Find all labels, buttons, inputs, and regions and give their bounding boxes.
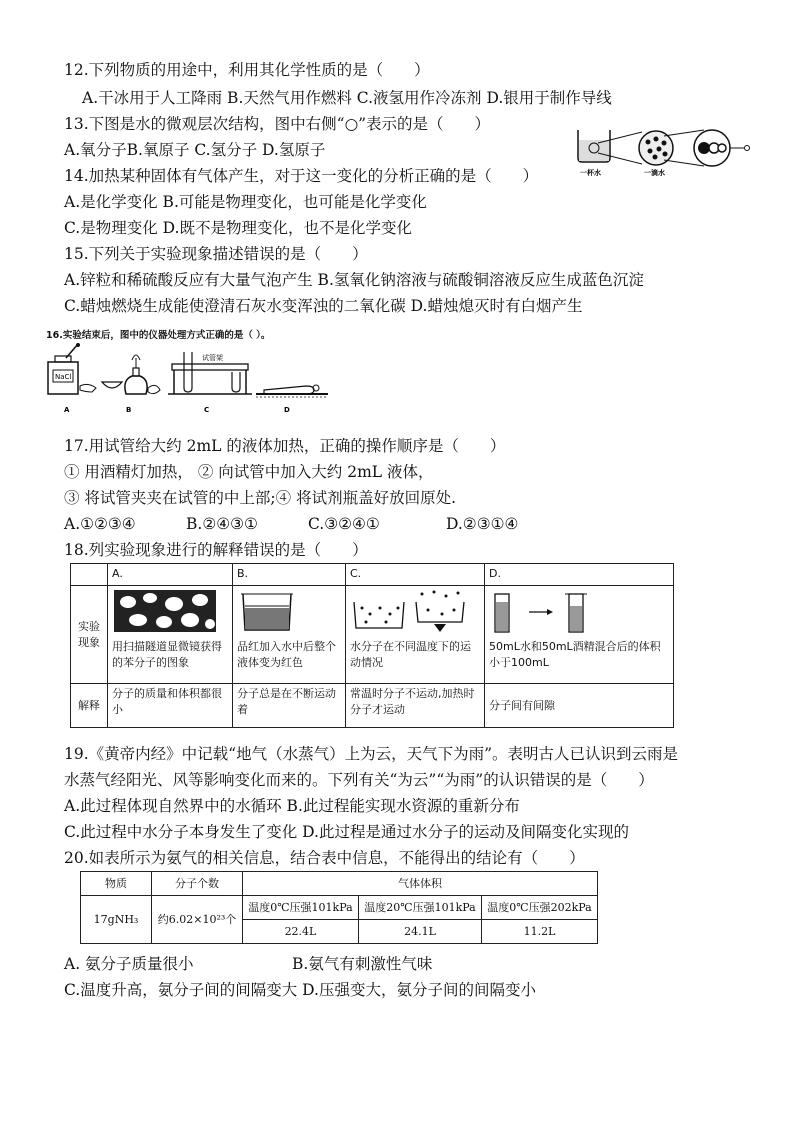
q19-options-1: A.此过程体现自然界中的水循环 B.此过程能实现水资源的重新分布 — [64, 797, 520, 815]
q20-substance: 17gNH₃ — [81, 896, 152, 944]
q18-table — [70, 563, 674, 728]
q20-option-b: B.氨气有刺激性气味 — [292, 955, 433, 973]
q19-options-2: C.此过程中水分子本身发生了变化 D.此过程是通过水分子的运动及间隔变化实现的 — [64, 823, 629, 841]
q18-header-a: A. — [108, 564, 233, 586]
q19-stem-1: 19.《黄帝内经》中记载“地气（水蒸气）上为云，天气下为雨”。表明古人已认识到云雨是 — [64, 745, 679, 763]
q18-row2-a: 分子的质量和体积都很小 — [108, 684, 233, 728]
q18-row2-d: 分子间有间隙 — [485, 684, 674, 728]
label-b: B — [126, 406, 132, 414]
rack-label: 试管架 — [202, 354, 223, 362]
q20-table — [80, 871, 598, 944]
q20-header-count: 分子个数 — [152, 872, 243, 896]
label-a: A — [64, 406, 70, 414]
q14-options-2: C.是物理变化 D.既不是物理变化，也不是化学变化 — [64, 219, 412, 237]
beaker-dye-image — [237, 588, 297, 634]
q15-options-2: C.蜡烛燃烧生成能使澄清石灰水变浑浊的二氧化碳 D.蜡烛熄灭时有白烟产生 — [64, 297, 583, 315]
q18-header-d: D. — [485, 564, 674, 586]
lab-equipment-figure — [44, 342, 334, 416]
q20-volume-1: 22.4L — [243, 920, 359, 944]
benzene-stm-image — [112, 588, 218, 634]
q20-condition-2: 温度20℃压强101kPa — [358, 896, 481, 920]
q18-row1-label: 实验现象 — [71, 586, 108, 684]
q14-stem: 14.加热某种固体有气体产生，对于这一变化的分析正确的是（ ） — [64, 167, 539, 185]
q17-option-d: D.②③①④ — [446, 515, 519, 533]
water-structure-figure — [572, 124, 756, 178]
fig-label-drop: 一滴水 — [644, 169, 665, 177]
q16-stem: 16.实验结束后，图中的仪器处理方式正确的是（ ）。 — [46, 330, 271, 341]
q19-stem-2: 水蒸气经阳光、风等影响变化而来的。下列有关“为云”“为雨”的认识错误的是（ ） — [64, 771, 654, 789]
cylinder-mixing-image — [489, 588, 599, 634]
q18-header-c: C. — [346, 564, 485, 586]
q13-options: A.氧分子B.氧原子 C.氢分子 D.氢原子 — [64, 141, 326, 159]
q18-row1-b: 品红加入水中后整个液体变为红色 — [237, 640, 336, 669]
q15-options-1: A.锌粒和稀硫酸反应有大量气泡产生 B.氢氧化钠溶液与硫酸铜溶液反应生成蓝色沉淀 — [64, 271, 644, 289]
nacl-label: NaCl — [55, 373, 72, 381]
q20-volume-2: 24.1L — [358, 920, 481, 944]
q12-options: A.干冰用于人工降雨 B.天然气用作燃料 C.液氢用作冷冻剂 D.银用于制作导线 — [82, 89, 612, 107]
label-d: D — [284, 406, 290, 414]
q20-count: 约6.02×10²³个 — [152, 896, 243, 944]
q18-row1-d: 50mL水和50mL酒精混合后的体积小于100mL — [489, 640, 661, 669]
q17-option-b: B.②④③① — [186, 515, 258, 533]
q20-condition-1: 温度0℃压强101kPa — [243, 896, 359, 920]
q13-stem: 13.下图是水的微观层次结构，图中右侧“○”表示的是（ ） — [64, 115, 491, 133]
q18-header-b: B. — [233, 564, 346, 586]
q18-row2-b: 分子总是在不断运动着 — [233, 684, 346, 728]
q15-stem: 15.下列关于实验现象描述错误的是（ ） — [64, 245, 368, 263]
q17-step-line-1: ① 用酒精灯加热， ② 向试管中加入大约 2mL 液体， — [64, 463, 434, 481]
q17-option-c: C.③②④① — [308, 515, 380, 533]
q18-row1-a: 用扫描隧道显微镜获得的苯分子的图象 — [112, 640, 222, 669]
fig-label-cup: 一杯水 — [580, 169, 601, 177]
q20-options-2: C.温度升高，氨分子间的间隔变大 D.压强变大，氨分子间的间隔变小 — [64, 981, 536, 999]
q14-options-1: A.是化学变化 B.可能是物理变化，也可能是化学变化 — [64, 193, 427, 211]
q20-stem: 20.如表所示为氨气的相关信息，结合表中信息，不能得出的结论有（ ） — [64, 849, 585, 867]
q17-option-a: A.①②③④ — [64, 515, 136, 533]
q20-option-a: A. 氨分子质量很小 — [64, 955, 194, 973]
q20-volume-3: 11.2L — [482, 920, 598, 944]
q18-row1-c: 水分子在不同温度下的运动情况 — [350, 640, 471, 669]
label-c: C — [204, 406, 210, 414]
q17-step-line-2: ③ 将试管夹夹在试管的中上部;④ 将试剂瓶盖好放回原处. — [64, 489, 457, 507]
q20-header-substance: 物质 — [81, 872, 152, 896]
q17-stem: 17.用试管给大约 2mL 的液体加热，正确的操作顺序是（ ） — [64, 437, 506, 455]
q18-stem: 18.列实验现象进行的解释错误的是（ ） — [64, 541, 368, 559]
q12-stem: 12.下列物质的用途中，利用其化学性质的是（ ） — [64, 61, 430, 79]
water-molecules-temperature-image — [350, 588, 472, 634]
q18-row2-label: 解释 — [71, 684, 108, 728]
q20-header-volume: 气体体积 — [243, 872, 598, 896]
q18-row2-c: 常温时分子不运动,加热时分子才运动 — [346, 684, 485, 728]
q20-condition-3: 温度0℃压强202kPa — [482, 896, 598, 920]
